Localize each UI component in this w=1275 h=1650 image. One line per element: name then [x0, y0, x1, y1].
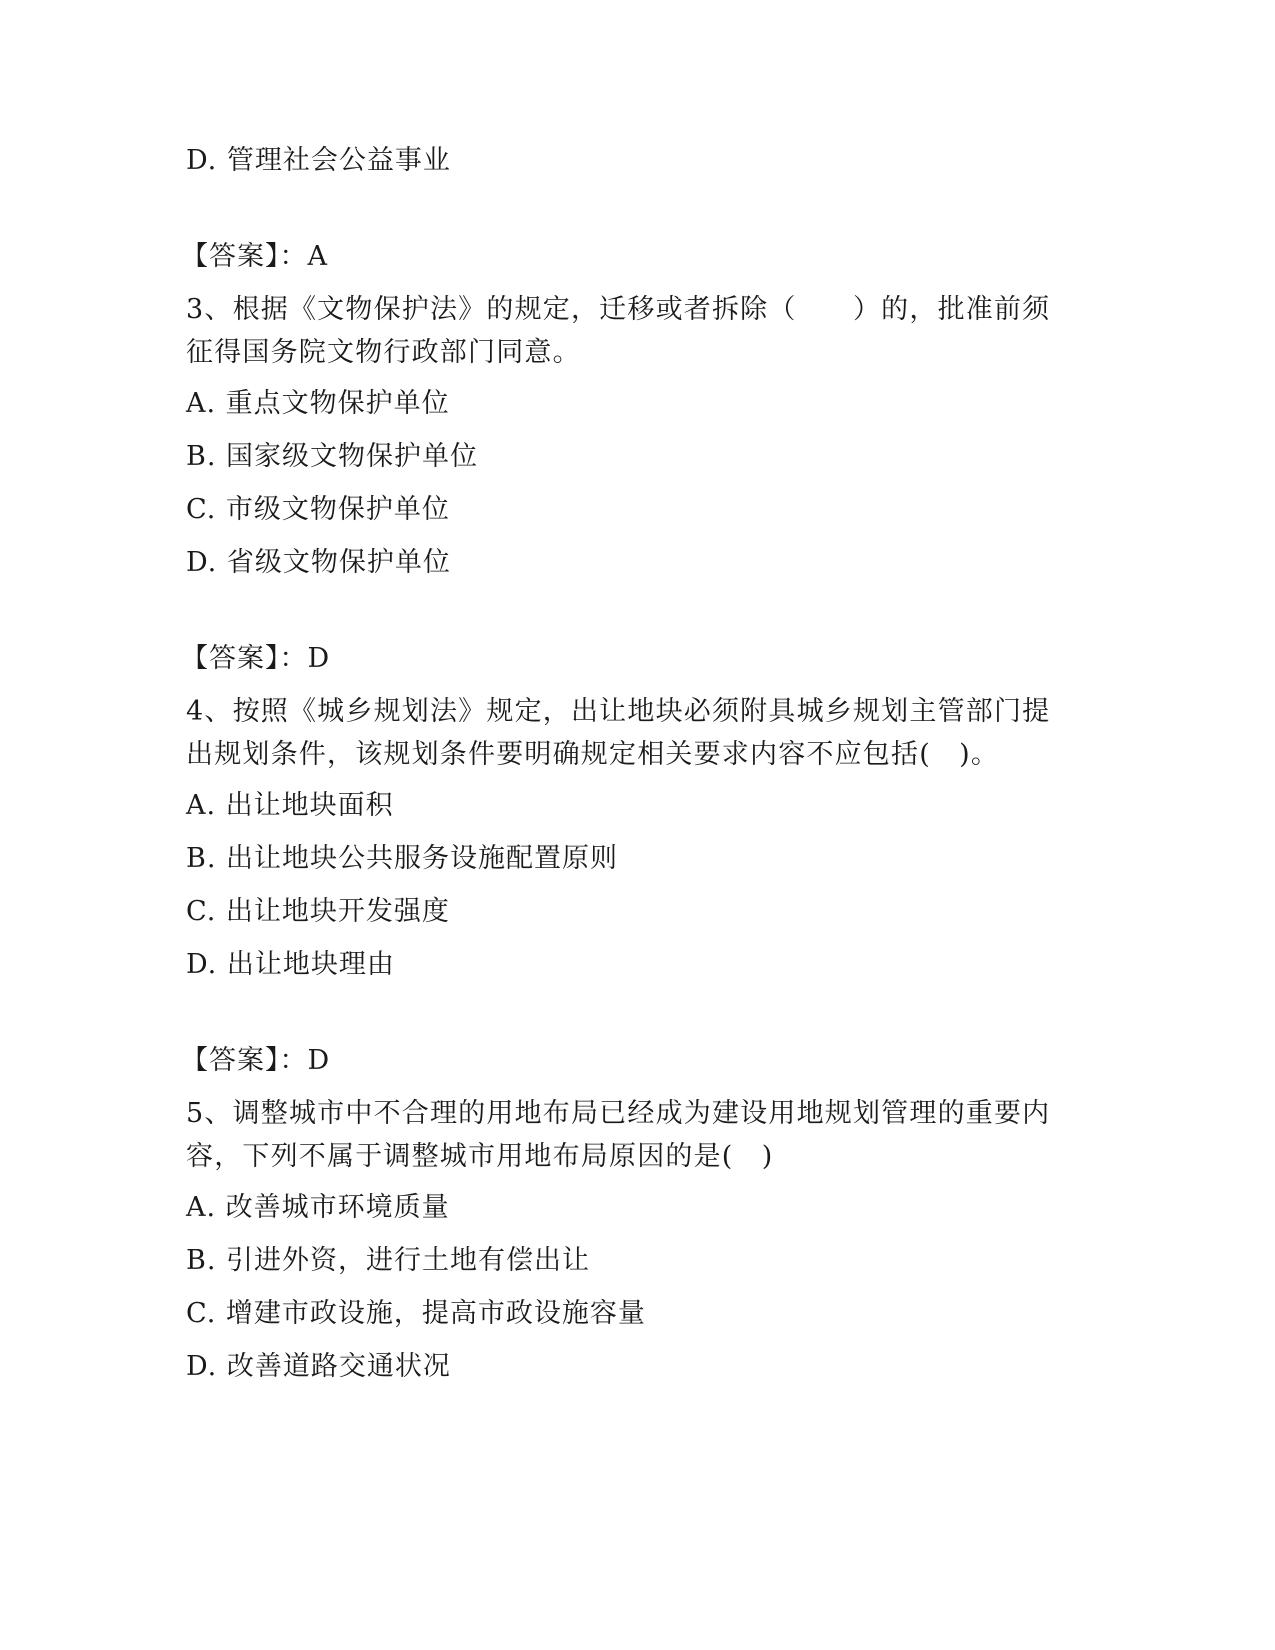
question-3-option-d: D. 省级文物保护单位 [186, 547, 451, 578]
question-4-option-b: B. 出让地块公共服务设施配置原则 [186, 843, 619, 874]
question-5-option-c: C. 增建市政设施，提高市政设施容量 [186, 1298, 646, 1329]
question-4-answer: 【答案】：D [181, 1045, 331, 1076]
question-5-option-a: A. 改善城市环境质量 [186, 1192, 450, 1223]
prev-question-answer: 【答案】：A [181, 241, 328, 272]
question-3-option-c: C. 市级文物保护单位 [186, 494, 450, 525]
question-3-option-a: A. 重点文物保护单位 [186, 388, 450, 419]
question-4-option-a: A. 出让地块面积 [186, 790, 394, 821]
prev-question-option-d: D. 管理社会公益事业 [186, 145, 451, 176]
question-4-text: 4、按照《城乡规划法》规定，出让地块必须附具城乡规划主管部门提出规划条件，该规划条件要明确规定相关要求内容不应包括( )。 [186, 696, 1051, 770]
question-5-option-d: D. 改善道路交通状况 [186, 1351, 451, 1382]
question-3-option-b: B. 国家级文物保护单位 [186, 441, 479, 472]
question-4-option-d: D. 出让地块理由 [186, 949, 395, 980]
question-3-text: 3、根据《文物保护法》的规定，迁移或者拆除（ ）的，批准前须征得国务院文物行政部门同意。 [186, 294, 1051, 368]
question-5-option-b: B. 引进外资，进行土地有偿出让 [186, 1245, 591, 1276]
question-4-option-c: C. 出让地块开发强度 [186, 896, 450, 927]
question-5-text: 5、调整城市中不合理的用地布局已经成为建设用地规划管理的重要内容，下列不属于调整城市用地布局原因的是( ) [186, 1098, 1051, 1172]
question-3-answer: 【答案】：D [181, 643, 331, 674]
